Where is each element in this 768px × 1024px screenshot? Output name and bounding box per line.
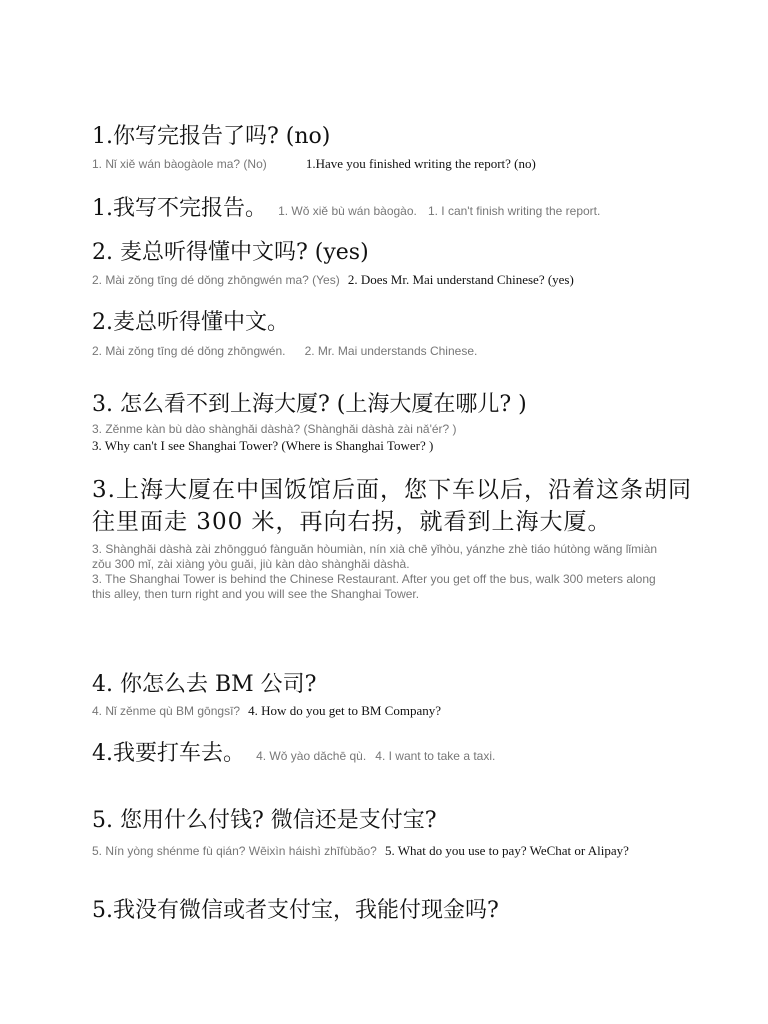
answer-4 <box>92 741 682 767</box>
question-1 <box>92 124 682 172</box>
answer-4-pinyin: 4. Wǒ yào dǎchē qù. <box>256 749 367 763</box>
answer-1-english: 1. I can't finish writing the report. <box>427 204 601 218</box>
question-1-english: 1.Have you finished writing the report? (no) <box>305 156 536 171</box>
answer-5 <box>92 898 682 924</box>
answer-1-pinyin: 1. Wǒ xiě bù wán bàogào. <box>278 204 417 218</box>
answer-2 <box>92 310 682 359</box>
question-2-pinyin: 2. Mài zǒng tīng dé dǒng zhōngwén ma? (Yes) <box>92 273 340 287</box>
question-2 <box>92 240 682 288</box>
question-4-chinese: 4. 你怎么去 BM 公司? <box>92 672 317 697</box>
answer-4-chinese: 4.我要打车去。 <box>92 741 245 766</box>
question-3 <box>92 392 682 454</box>
question-5-english: 5. What do you use to pay? WeChat or Alipay? <box>384 843 629 858</box>
question-5 <box>92 808 682 862</box>
question-4-pinyin: 4. Nǐ zěnme qù BM gōngsī? <box>92 704 241 718</box>
answer-3-pinyin: 3. Shànghǎi dàshà zài zhōngguó fànguǎn hòumiàn, nín xià chē yǐhòu, yánzhe zhè tiáo hútòng wǎng lǐmiàn zǒu 300 mǐ, zài xiàng yòu guǎi, jiù kàn dào shànghǎi dàshà. <box>92 542 658 571</box>
question-2-english: 2. Does Mr. Mai understand Chinese? (yes) <box>347 272 574 287</box>
answer-5-chinese: 5.我没有微信或者支付宝，我能付现金吗? <box>92 898 499 923</box>
answer-3 <box>92 474 692 602</box>
question-3-english: 3. Why can't I see Shanghai Tower? (Where is Shanghai Tower? ) <box>92 438 434 453</box>
question-4 <box>92 672 682 719</box>
answer-1-chinese: 1.我写不完报告。 <box>92 196 267 221</box>
question-3-chinese: 3. 怎么看不到上海大厦? (上海大厦在哪儿? ) <box>92 392 527 417</box>
answer-2-chinese: 2.麦总听得懂中文。 <box>92 310 289 335</box>
answer-4-english: 4. I want to take a taxi. <box>375 749 496 763</box>
question-2-chinese: 2. 麦总听得懂中文吗? (yes) <box>92 240 369 265</box>
question-3-pinyin: 3. Zěnme kàn bù dào shànghǎi dàshà? (Shànghǎi dàshà zài nǎ'ér? ) <box>92 422 457 436</box>
question-5-chinese: 5. 您用什么付钱? 微信还是支付宝? <box>92 808 437 833</box>
question-4-english: 4. How do you get to BM Company? <box>248 703 441 718</box>
answer-2-pinyin: 2. Mài zǒng tīng dé dǒng zhōngwén. <box>92 344 286 358</box>
question-1-pinyin: 1. Nǐ xiě wán bàogàole ma? (No) <box>92 157 267 171</box>
answer-3-english: 3. The Shanghai Tower is behind the Chinese Restaurant. After you get off the bus, walk 300 meters along this alley, then turn right and you will see the Shanghai Tower. <box>92 572 656 601</box>
answer-2-english: 2. Mr. Mai understands Chinese. <box>304 344 478 358</box>
question-5-pinyin: 5. Nín yòng shénme fù qián? Wēixìn háishì zhīfùbǎo? <box>92 844 377 858</box>
answer-3-chinese: 3.上海大厦在中国饭馆后面，您下车以后，沿着这条胡同往里面走 300 米，再向右拐，就看到上海大厦。 <box>92 477 692 535</box>
question-1-chinese: 1.你写完报告了吗? (no) <box>92 124 331 149</box>
answer-1 <box>92 196 682 222</box>
